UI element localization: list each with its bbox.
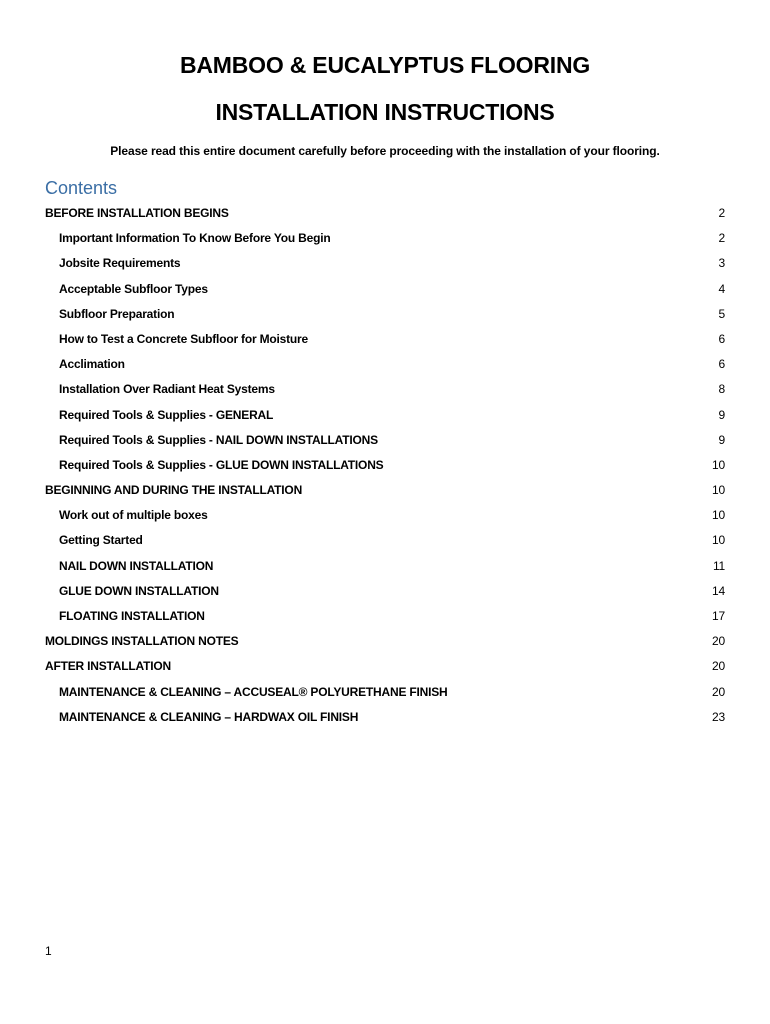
toc-entry[interactable]: [45, 685, 725, 710]
toc-entry[interactable]: [45, 559, 725, 584]
toc-entry-page: 10: [712, 457, 725, 472]
toc-entry[interactable]: [45, 458, 725, 483]
toc-entry[interactable]: [45, 282, 725, 307]
toc-entry-title[interactable]: Jobsite Requirements: [59, 256, 181, 271]
toc-entry[interactable]: [45, 609, 725, 634]
toc-entry-page: 20: [712, 659, 725, 674]
toc-entry-page: 6: [718, 357, 725, 372]
toc-entry[interactable]: [45, 433, 725, 458]
toc-entry[interactable]: [45, 533, 725, 558]
toc-entry-title[interactable]: Acceptable Subfloor Types: [59, 281, 208, 296]
toc-entry-page: 4: [718, 281, 725, 296]
page-number: 1: [45, 944, 52, 958]
toc-entry-page: 10: [712, 483, 725, 498]
toc-entry-page: 20: [712, 634, 725, 649]
toc-entry[interactable]: [45, 710, 725, 735]
toc-entry-title[interactable]: FLOATING INSTALLATION: [59, 609, 205, 623]
toc-entry-title[interactable]: Getting Started: [59, 533, 143, 548]
toc-entry-title[interactable]: Work out of multiple boxes: [59, 508, 208, 523]
contents-heading: Contents: [45, 178, 118, 198]
toc-entry-page: 3: [718, 256, 725, 271]
toc-entry-title[interactable]: MOLDINGS INSTALLATION NOTES: [45, 634, 239, 649]
toc-entry[interactable]: [45, 206, 725, 231]
toc-entry[interactable]: [45, 508, 725, 533]
toc-entry-title[interactable]: AFTER INSTALLATION: [45, 659, 171, 674]
toc-entry[interactable]: [45, 483, 725, 508]
toc-entry[interactable]: [45, 382, 725, 407]
toc-entry-page: 2: [718, 206, 725, 220]
toc-entry-page: 23: [712, 709, 725, 724]
toc-entry-page: 2: [718, 231, 725, 246]
toc-entry[interactable]: [45, 659, 725, 684]
instruction-note: Please read this entire document carefully before proceeding with the installation of your flooring.: [110, 144, 660, 158]
toc-entry-page: 11: [712, 558, 725, 573]
toc-entry-title[interactable]: How to Test a Concrete Subfloor for Moisture: [59, 331, 308, 346]
toc-entry-page: 8: [718, 382, 725, 397]
toc-entry-page: 14: [712, 583, 725, 598]
toc-entry-page: 17: [712, 609, 725, 623]
toc-entry-page: 9: [718, 432, 725, 447]
toc-entry-page: 5: [718, 306, 725, 321]
toc-entry[interactable]: [45, 307, 725, 332]
toc-entry-title[interactable]: BEGINNING AND DURING THE INSTALLATION: [45, 483, 303, 498]
toc-entry[interactable]: [45, 634, 725, 659]
document-title: BAMBOO & EUCALYPTUS FLOORING: [179, 52, 591, 78]
toc-entry[interactable]: [45, 332, 725, 357]
toc-entry-title[interactable]: MAINTENANCE & CLEANING – ACCUSEAL® POLYURETHANE FINISH: [59, 684, 448, 699]
toc-entry-title[interactable]: Required Tools & Supplies - GENERAL: [59, 407, 274, 422]
toc-entry-title[interactable]: Required Tools & Supplies - GLUE DOWN INSTALLATIONS: [59, 457, 384, 472]
document-subtitle-heading: INSTALLATION INSTRUCTIONS: [215, 99, 555, 125]
toc-entry-title[interactable]: MAINTENANCE & CLEANING – HARDWAX OIL FINISH: [59, 709, 359, 724]
toc-entry[interactable]: [45, 584, 725, 609]
toc-entry-title[interactable]: Required Tools & Supplies - NAIL DOWN INSTALLATIONS: [59, 432, 378, 447]
toc-entry[interactable]: [45, 357, 725, 382]
toc-entry-page: 10: [712, 508, 725, 523]
toc-entry-page: 20: [712, 684, 725, 699]
toc-entry[interactable]: [45, 256, 725, 281]
toc-entry[interactable]: [45, 231, 725, 256]
toc-entry-title[interactable]: NAIL DOWN INSTALLATION: [59, 558, 214, 573]
toc-entry-title[interactable]: GLUE DOWN INSTALLATION: [59, 583, 219, 598]
table-of-contents: [45, 206, 725, 735]
toc-entry-title[interactable]: Acclimation: [59, 357, 125, 372]
toc-entry-title[interactable]: Important Information To Know Before You Begin: [59, 231, 331, 246]
toc-entry-title[interactable]: Installation Over Radiant Heat Systems: [59, 382, 275, 397]
toc-entry-page: 10: [712, 533, 725, 548]
toc-entry-title[interactable]: Subfloor Preparation: [59, 306, 175, 321]
toc-entry-page: 6: [718, 331, 725, 346]
toc-entry[interactable]: [45, 408, 725, 433]
toc-entry-page: 9: [718, 407, 725, 422]
toc-entry-title[interactable]: BEFORE INSTALLATION BEGINS: [45, 206, 229, 220]
